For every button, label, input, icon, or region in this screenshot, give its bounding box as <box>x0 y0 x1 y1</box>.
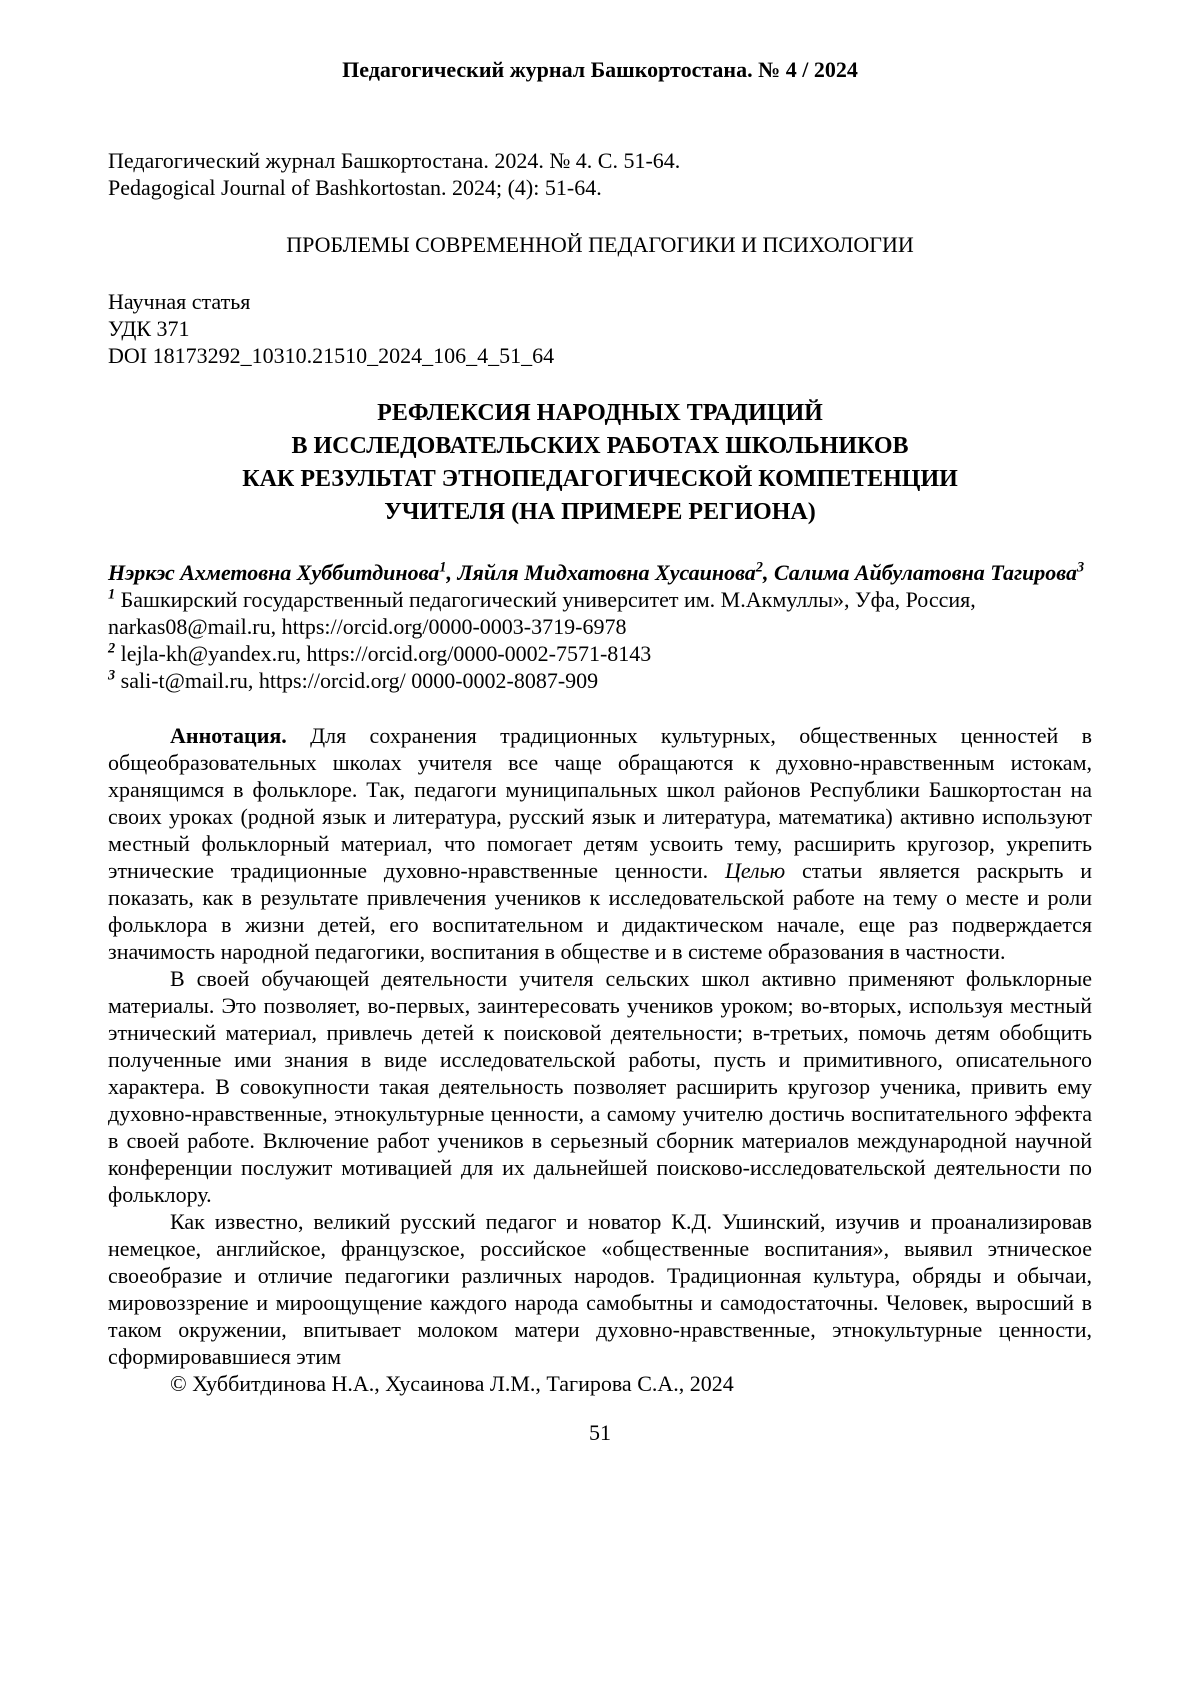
affiliation-2 <box>108 640 1092 667</box>
author-2-superscript: 2 <box>755 559 763 576</box>
author-separator: , <box>762 560 774 585</box>
abstract-label: Аннотация. <box>170 723 287 748</box>
section-heading: ПРОБЛЕМЫ СОВРЕМЕННОЙ ПЕДАГОГИКИ И ПСИХОЛОГИИ <box>286 232 914 257</box>
body-paragraph-1: В своей обучающей деятельности учителя сельских школ активно применяют фольклорные материалы. Это позволяет, во-первых, заинтересовать учеников уроком; во-вторых, используя местный этнический материал, привлечь детей к поисковой деятельности; в-третьих, помочь детям обобщить полученные ими знания в виде исследовательской работы, пусть и примитивного, описательного характера. В совокупности такая деятельность позволяет расширить кругозор ученика, привить ему духовно-нравственные, этнокультурные ценности, а самому учителю достичь воспитательного эффекта в своей работе. Включение работ учеников в серьезный сборник материалов международной научной конференции послужит мотивацией для их дальнейшей поисково-исследовательской деятельности по фольклору. <box>108 966 1092 1207</box>
affiliation-2-marker: 2 <box>108 640 116 657</box>
article-title-line-3: КАК РЕЗУЛЬТАТ ЭТНОПЕДАГОГИЧЕСКОЙ КОМПЕТЕНЦИИ <box>242 466 958 492</box>
affiliation-3-marker: 3 <box>108 667 116 684</box>
affiliation-1-marker: 1 <box>108 586 116 603</box>
abstract-paragraph <box>108 722 1092 965</box>
doi-line: DOI 18173292_10310.21510_2024_106_4_51_64 <box>108 343 555 368</box>
abstract-text-part-2: статьи является раскрыть и показать, как в результате привлечения учеников к исследовательской работе на тему о месте и роли фольклора в жизни детей, его воспитательном и дидактическом начале, еще раз подверждается значимость народной педагогики, воспитания в обществе и в системе образования в частности. <box>108 858 1092 964</box>
author-1-name: Нэркэс Ахметовна Хуббитдинова <box>108 560 440 585</box>
article-title-line-2: В ИССЛЕДОВАТЕЛЬСКИХ РАБОТАХ ШКОЛЬНИКОВ <box>291 433 909 459</box>
udc-code: УДК 371 <box>108 316 190 341</box>
author-1-superscript: 1 <box>439 559 447 576</box>
article-meta-block <box>108 288 1092 369</box>
affiliations-block <box>108 586 1092 694</box>
author-3-name: Салима Айбулатовна Тагирова <box>773 560 1077 585</box>
citation-block <box>108 147 1092 201</box>
author-separator: , <box>446 560 458 585</box>
abstract-text-part-1: Для сохранения традиционных культурных, общественных ценностей в общеобразовательных школах учителя все чаще обращаются к духовно-нравственным истокам, хранящимся в фольклоре. Так, педагоги муниципальных школ районов Республики Башкортостан на своих уроках (родной язык и литература, русский язык и литература, математика) активно используют местный фольклорный материал, что помогает детям усвоить тему, расширить кругозор, укрепить этнические традиционные духовно-нравственные ценности. <box>108 723 1092 883</box>
article-title <box>108 397 1092 529</box>
affiliation-1 <box>108 586 1092 640</box>
author-3-superscript: 3 <box>1076 559 1085 576</box>
affiliation-1-text: Башкирский государственный педагогический университет им. М.Акмуллы», Уфа, Россия, narkas08@mail.ru, https://orcid.org/0000-0003-3719-6978 <box>108 587 976 639</box>
author-2-name: Ляйля Мидхатовна Хусаинова <box>457 560 756 585</box>
article-title-line-4: УЧИТЕЛЯ (НА ПРИМЕРЕ РЕГИОНА) <box>384 499 816 525</box>
affiliation-3-text: sali-t@mail.ru, https://orcid.org/ 0000-0002-8087-909 <box>115 668 599 693</box>
citation-english: Pedagogical Journal of Bashkortostan. 2024; (4): 51-64. <box>108 175 602 200</box>
body-paragraph-2: Как известно, великий русский педагог и новатор К.Д. Ушинский, изучив и проанализировав немецкое, английское, французское, российское «общественные воспитания», выявил этническое своеобразие и отличие педагогики различных народов. Традиционная культура, обряды и обычаи, мировоззрение и мироощущение каждого народа самобытны и самодостаточны. Человек, выросший в таком окружении, впитывает молоком матери духовно-нравственные, этнокультурные ценности, сформировавшиеся этим <box>108 1209 1092 1369</box>
running-header: Педагогический журнал Башкортостана. № 4 / 2024 <box>342 57 858 82</box>
article-type: Научная статья <box>108 289 251 314</box>
authors-line <box>108 559 1092 586</box>
citation-russian: Педагогический журнал Башкортостана. 2024. № 4. С. 51-64. <box>108 148 681 173</box>
page-number: 51 <box>589 1420 611 1445</box>
article-title-line-1: РЕФЛЕКСИЯ НАРОДНЫХ ТРАДИЦИЙ <box>377 400 823 426</box>
affiliation-2-text: lejla-kh@yandex.ru, https://orcid.org/0000-0002-7571-8143 <box>115 641 652 666</box>
affiliation-3 <box>108 667 1092 694</box>
copyright-line: © Хуббитдинова Н.А., Хусаинова Л.М., Тагирова С.А., 2024 <box>170 1371 734 1396</box>
abstract-emphasis-word: Целью <box>724 858 786 883</box>
